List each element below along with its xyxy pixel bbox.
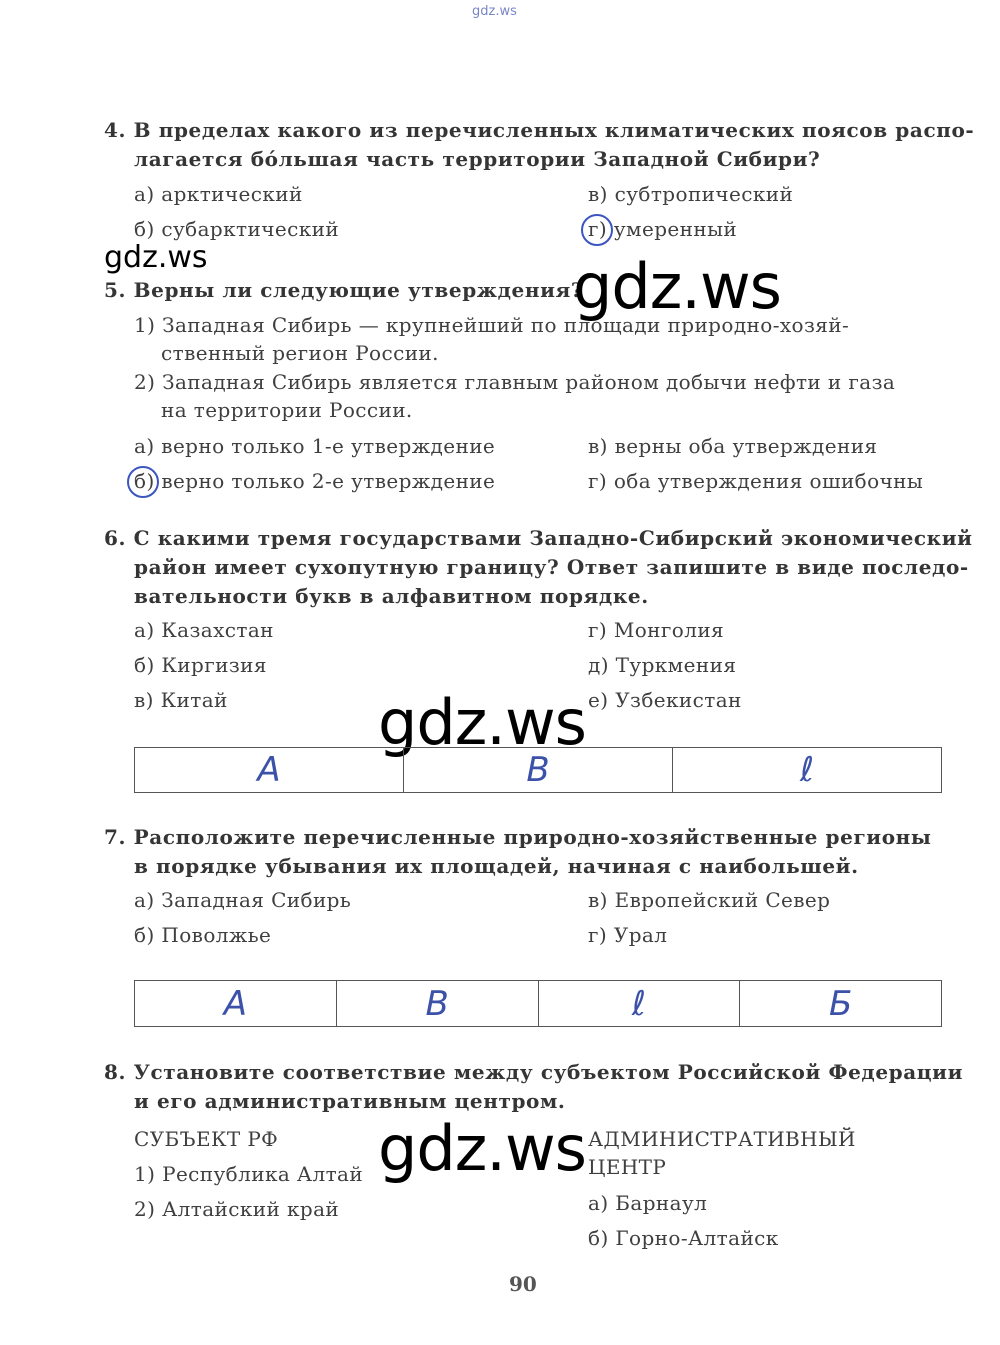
q7-option-a: а) Западная Сибирь — [134, 888, 352, 912]
q7-text-line2: в порядке убывания их площадей, начиная с наибольшей. — [134, 854, 859, 878]
q6-option-a: а) Казахстан — [134, 618, 274, 642]
q8-text-line1: 8. Установите соответствие между субъектом Российской Федерации — [104, 1060, 964, 1084]
q4-text-line1: 4. В пределах какого из перечисленных климатических поясов распо- — [104, 118, 975, 142]
q8-left-header: СУБЪЕКТ РФ — [134, 1127, 279, 1151]
q8-right-item-a: а) Барнаул — [588, 1191, 708, 1215]
q5-option-g: г) оба утверждения ошибочны — [588, 469, 924, 493]
q6-option-v: в) Китай — [134, 688, 228, 712]
q4-option-a: а) арктический — [134, 182, 303, 206]
q5-text: 5. Верны ли следующие утверждения? — [104, 278, 584, 302]
q5-statement1-line1: 1) Западная Сибирь — крупнейший по площади природно-хозяй- — [134, 313, 850, 337]
q8-right-header-line2: ЦЕНТР — [588, 1155, 667, 1179]
q7-answer-cell: B — [337, 981, 539, 1026]
q7-answer-cell: Б — [828, 983, 853, 1024]
watermark-big-1: gdz.ws — [573, 250, 781, 323]
q8-left-item-2: 2) Алтайский край — [134, 1197, 340, 1221]
q5-statement2-line2: на территории России. — [161, 398, 413, 422]
q7-answer-cell: ℓ — [539, 981, 741, 1026]
q4-option-b: б) субарктический — [134, 217, 340, 241]
q4-option-v: в) субтропический — [588, 182, 794, 206]
q6-option-e: е) Узбекистан — [588, 688, 742, 712]
watermark-small: gdz.ws — [104, 240, 208, 275]
q6-answer-cell: B — [404, 748, 673, 792]
q6-text-line3: вательности букв в алфавитном порядке. — [134, 584, 649, 608]
q8-right-header-line1: АДМИНИСТРАТИВНЫЙ — [588, 1127, 856, 1151]
q7-answer-grid — [134, 980, 942, 1027]
q7-option-b: б) Поволжье — [134, 923, 272, 947]
q4-answer-circle — [581, 214, 613, 246]
q6-option-d: д) Туркмения — [588, 653, 737, 677]
q6-option-b: б) Киргизия — [134, 653, 267, 677]
watermark-big-3: gdz.ws — [378, 1112, 586, 1185]
q7-option-g: г) Урал — [588, 923, 668, 947]
q8-text-line2: и его административным центром. — [134, 1089, 566, 1113]
q6-answer-cell: ℓ — [799, 750, 815, 790]
q5-option-v: в) верны оба утверждения — [588, 434, 878, 458]
q4-text-line2: лагается бóльшая часть территории Западной Сибири? — [134, 147, 821, 171]
q5-option-a: а) верно только 1-е утверждение — [134, 434, 496, 458]
q6-answer-grid — [134, 747, 942, 793]
q7-answer-cell: A — [135, 981, 337, 1026]
q6-text-line1: 6. С какими тремя государствами Западно-Сибирский экономический — [104, 526, 973, 550]
q5-option-b: б) верно только 2-е утверждение — [134, 469, 496, 493]
q7-option-v: в) Европейский Север — [588, 888, 831, 912]
q7-text-line1: 7. Расположите перечисленные природно-хозяйственные регионы — [104, 825, 932, 849]
page-number: 90 — [509, 1272, 537, 1296]
q6-option-g: г) Монголия — [588, 618, 725, 642]
q6-text-line2: район имеет сухопутную границу? Ответ запишите в виде последо- — [134, 555, 969, 579]
q4-option-g: г) умеренный — [588, 217, 738, 241]
q8-left-item-1: 1) Республика Алтай — [134, 1162, 364, 1186]
q5-statement1-line2: ственный регион России. — [161, 341, 439, 365]
q5-answer-circle — [127, 466, 159, 498]
q8-right-item-b: б) Горно-Алтайск — [588, 1226, 779, 1250]
watermark-big-2: gdz.ws — [378, 686, 586, 759]
top-watermark: gdz.ws — [472, 4, 517, 19]
q5-statement2-line1: 2) Западная Сибирь является главным районом добычи нефти и газа — [134, 370, 896, 394]
q6-answer-cell: A — [135, 748, 404, 792]
